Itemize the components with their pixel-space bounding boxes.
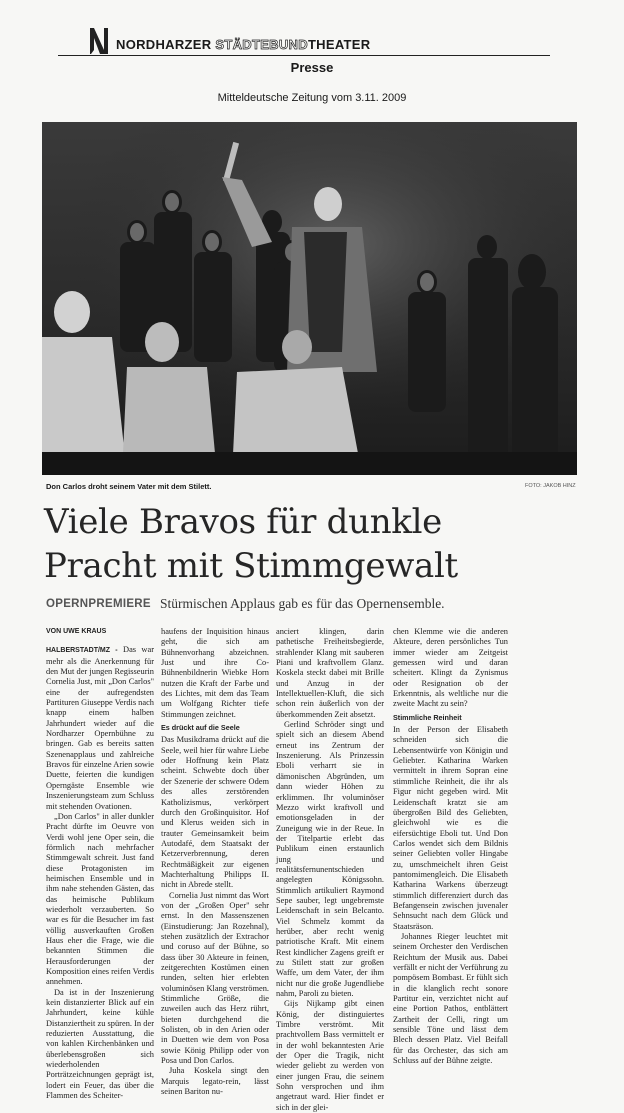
paragraph: Gerlind Schröder singt und spielt sich an diesem Abend erneut ins Zentrum der Inszenierung. Als Prinzessin Eboli verharrt sie in dämonischen Abgründen, um dann wieder Höhen zu erklimmen. Ihr voluminöser Mezzo wirkt kraftvoll und emotionsgeladen in der Zuneigung wie in der Reue. In der Titelpartie erlebt das Publikum einen erstaunlich jung und realitätsfernunentschieden angelegten Königssohn. Stimmlich artikuliert Raymond Sepe sauber, legt ungebremste Leidenschaft in sein Belcanto. Viel Schmelz kommt da herüber, aber recht wenig patriotische Kraft. Mit einem Rest kindlicher Zagens greift er zu Stilett statt zur großen Waffe, um dem Vater, der ihm nicht nur die große Jugendliebe nahm, Paroli zu bieten. — [276, 720, 384, 999]
paragraph: Das war mehr als die Anerkennung für den Mut der jungen Regisseurin Cornelia Just, mit „Don Carlos" eine der aufregendsten Partituren Giuseppe Verdis nach knapp einem halben Jahrhundert wieder auf die Nordharzer Opernbühne zu bringen. Gab es bereits satten Szenenapplaus und zahlreiche Bravos für einzelne Arien sowie Duette, feierten die kundigen Operngäste Ensemble wie Inszenierungsteam zum Schluss mit stehenden Ovationen. — [46, 645, 154, 811]
headline — [44, 500, 604, 588]
paragraph: Johannes Rieger leuchtet mit seinem Orchester den Verdischen Reichtum der Musik aus. Dabei verfällt er nicht der Verführung zu pompösem Bombast. Er fühlt sich in die klanglich recht sonore Partitur ein, verzichtet nicht auf eine Portion Pathos, entblättert Zartheit der Celli, ringt um sensible Töne und lässt dem Blech dessen Platz. Viel Beifall für das Orchester, das sich am Schluss auf der Bühne zeigte. — [393, 931, 508, 1066]
stage-photo — [42, 122, 577, 475]
theater-logo-icon — [88, 26, 110, 56]
subheadline: Stürmischen Applaus gab es für das Opernensemble. — [160, 596, 445, 611]
theater-name: NORDHARZER STÄDTEBUNDTHEATER — [116, 37, 371, 52]
headline-line-1: Viele Bravos für dunkle — [44, 502, 442, 542]
source-line: Mitteldeutsche Zeitung vom 3.11. 2009 — [217, 92, 407, 104]
paragraph: Juha Koskela singt den Marquis legato-rein, lässt seinen Bariton nu- — [161, 1066, 269, 1097]
article-column-2 — [161, 627, 269, 1097]
article-column-4 — [393, 627, 508, 1066]
paragraph: haufens der Inquisition hinaus geht, die sich am Bühnenvorhang abzeichnen. Just und ihre Co-Bühnenbildnerin Wiebke Horn nutzen die Kraft der Farbe und des Lichtes, mit dem das Team um Wolfgang Richter tiefe Stimmungen zeichnet. — [161, 627, 269, 719]
photo-caption: Don Carlos droht seinem Vater mit dem Stilett. — [46, 482, 212, 491]
kicker: OPERNPREMIERE — [46, 598, 151, 610]
article-column-3 — [276, 627, 384, 1112]
subheading: Es drückt auf die Seele — [161, 723, 240, 733]
paragraph: Cornelia Just nimmt das Wort von der „Großen Oper" sehr ernst. In den Massenszenen (Einstudierung: Jan Rozehnal), stehen zusätzlich der Extrachor und coruso auf der Bühne, so dass über 30 Akteure in feinen, zeitgerechten Kostümen einen runden, selten hier erlebten voluminösen Klang verströmen. Stimmliche Größe, die zuweilen auch das Herz rührt, bieten durchgehend die Solisten, ob in den Arien oder in Duetten wie dem von Posa sowie König Philipp oder von Posa und Don Carlos. — [161, 890, 269, 1066]
paragraph: Gijs Nijkamp gibt einen König, der distinguiertes Timbre verströmt. Mit prachtvollem Bass vermittelt er in der wohl bekanntesten Arie der Oper die Tragik, nicht wieder geliebt zu werden von einer jungen Frau, die seinem Sohn versprochen und ihm angetraut ward. Hier findet er sich in der glei- — [276, 999, 384, 1112]
photo-credit: FOTO: JAKOB HINZ — [525, 483, 576, 489]
subheading: Stimmliche Reinheit — [393, 712, 462, 722]
section-title: Presse — [290, 60, 334, 75]
byline: VON UWE KRAUS — [46, 628, 107, 635]
paragraph: Das Musikdrama drückt auf die Seele, weil hier für wahre Liebe oder Hoffnung kein Platz scheint. Schwebte doch über der Szenerie der schwere Odem des alles zerstörenden Katholizismus, verkörpert durch den Großinquisitor. Hof und Klerus weiden sich in trauter Gemeinsamkeit beim Autodafé, dem Staatsakt der Ketzerverbrennung, deren Rechtmäßigkeit zur eigenen Machterhaltung Philipps II. nicht in Abrede stellt. — [161, 735, 269, 890]
headline-line-2: Pracht mit Stimmgewalt — [44, 546, 458, 586]
paragraph: anciert klingen, darin pathetische Freiheitsbegierde, strahlender Klang mit sauberen Piani und kraftvollem Glanz. Koskela steckt dabei mit Brille und Anzug in der Intellektuellen-Kluft, die sich schon rein äußerlich von der überkommenden Zeit absetzt. — [276, 627, 384, 719]
header-rule — [58, 55, 550, 56]
paragraph: In der Person der Elisabeth schneiden sich die Lebensentwürfe von Königin und Geliebter. Katharina Warken vermittelt in ihrem Sopran eine stimmliche Reinheit, die ihr als Figur nicht gegeben wird. Mit Leidenschaft kratzt sie am übergroßen Bild des Geliebten, gleichwohl wie es die eifersüchtige Eboli tut. Und Don Carlos wendet sich dem Bildnis seiner Geliebten voller Hingabe zu, umschmeichelt ihren Geist pantomimengleich. Die Elisabeth Katharina Warkens überzeugt stimmlich differenziert durch das Befangensein zwischen juvenaler Sehnsucht nach dem Glück und Staatsräson. — [393, 725, 508, 931]
article-column-1 — [46, 627, 155, 1101]
paragraph: „Don Carlos" in aller dunkler Pracht dürfte im Oeuvre von Verdi wohl jene Oper sein, die förmlich nach mehrfacher Stimmgewalt schreit. Just fand diese Protagonisten im heimischen Ensemble und in ihm nahe stehenden Gästen, das das heimische Publikum wiederholt verzauberten. So war es für die Besucher im fast völlig ausverkauften Großen Haus eher die Frage, wie die bekannten Stimmen die Herausforderungen der Komposition eines reifen Verdis annehmen. — [46, 811, 155, 987]
paragraph: chen Klemme wie die anderen Akteure, deren persönliches Tun immer wieder am Zeitgeist gemessen wird und daran scheitert. Klingt da Zynismus oder Resignation ob der Erkenntnis, als weltliche nur die zweite Macht zu sein? — [393, 627, 508, 709]
paragraph: Da ist in der Inszenierung kein distanzierter Blick auf ein Jahrhundert, keine kühle Distanziertheit zu spüren. In der reduzierten Ausstattung, die von kahlen Kirchenbänken und überlebensgroßen sich wiederholenden Porträtzeichnungen geprägt ist, lodert ein Feuer, das über die Flammen des Scheiter- — [46, 987, 154, 1101]
dateline: HALBERSTADT/MZ - — [46, 647, 118, 655]
